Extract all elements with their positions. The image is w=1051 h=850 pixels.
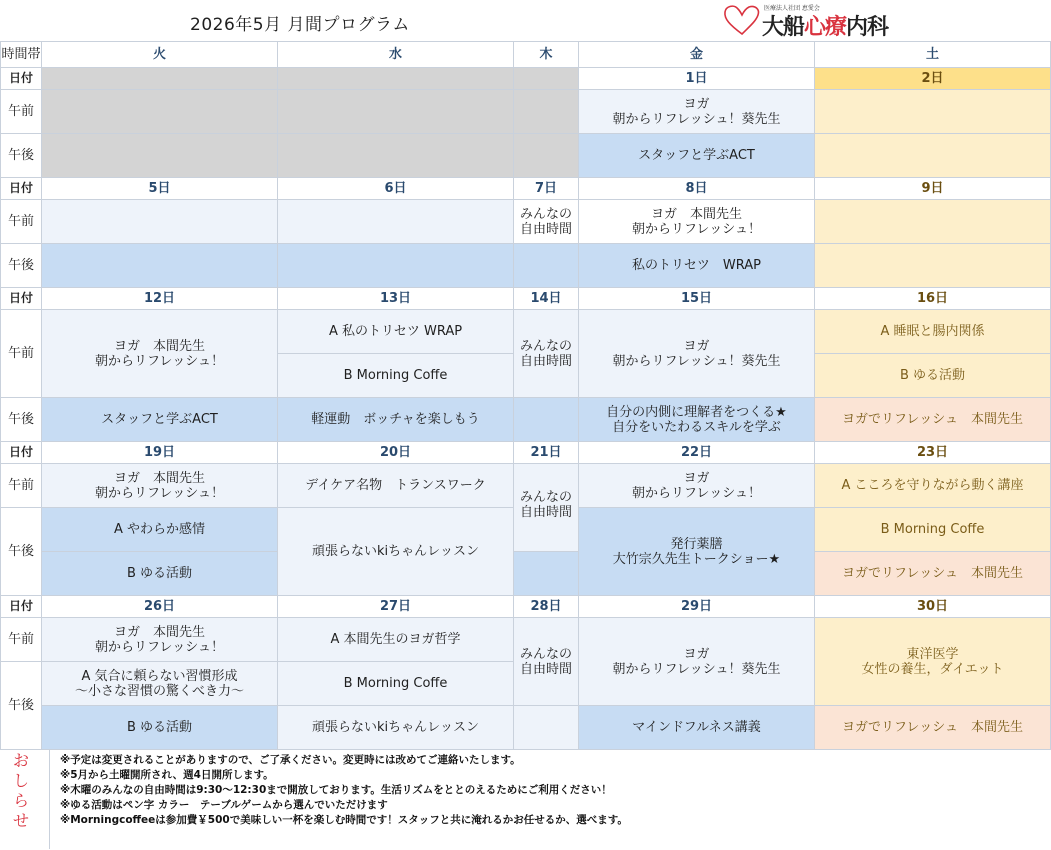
no-program-cell [278,200,514,244]
no-program-cell [278,244,514,288]
date-label: 日付 [1,68,42,90]
program-cell [42,618,278,662]
program-text: ヨガ 朝からリフレッシュ！葵先生 [612,646,781,677]
program-cell: B ゆる活動 [42,706,278,750]
no-program-cell [815,244,1051,288]
program-cell: 私のトリセツ WRAP [579,244,815,288]
no-program-cell [815,90,1051,134]
program-cell [579,618,815,706]
date-cell: 7日 [514,178,579,200]
date-cell: 20日 [278,442,514,464]
date-cell: 22日 [579,442,815,464]
program-cell [579,508,815,596]
empty-cell [278,68,514,90]
date-label: 日付 [1,288,42,310]
date-cell: 9日 [815,178,1051,200]
program-cell: B Morning Coffe [278,662,514,706]
date-cell: 27日 [278,596,514,618]
date-cell: 28日 [514,596,579,618]
program-cell [579,200,815,244]
program-text: みんなの 自由時間 [519,206,572,237]
empty-cell [42,134,278,178]
program-cell: 頑張らないkiちゃんレッスン [278,508,514,596]
program-cell: A こころを守りながら動く講座 [815,464,1051,508]
program-cell: B Morning Coffe [815,508,1051,552]
date-cell: 26日 [42,596,278,618]
program-cell: A 睡眠と腸内関係 [815,310,1051,354]
date-label: 日付 [1,596,42,618]
notice-divider [49,749,50,849]
clinic-org-name: 医療法人社団 恵愛会 [764,5,820,12]
program-cell: スタッフと学ぶACT [579,134,815,178]
empty-cell [42,68,278,90]
date-cell: 30日 [815,596,1051,618]
program-cell [42,662,278,706]
empty-cell [514,68,579,90]
date-label: 日付 [1,442,42,464]
day-header-wed: 水 [278,42,514,68]
notice-item: ※5月から土曜開所され、週4日開所します。 [60,769,274,781]
date-cell: 1日 [579,68,815,90]
program-cell: マインドフルネス講義 [579,706,815,750]
program-calendar [0,41,1051,750]
date-cell: 16日 [815,288,1051,310]
program-text: ヨガ 本間先生 朝からリフレッシュ！ [94,470,225,501]
program-text: ヨガ 朝からリフレッシュ！葵先生 [612,96,781,127]
date-cell: 19日 [42,442,278,464]
clinic-name-part: 心療 [804,15,847,40]
program-cell [579,90,815,134]
day-header-thu: 木 [514,42,579,68]
empty-cell [278,90,514,134]
page-title: 2026年5月 月間プログラム [190,15,410,35]
pm-label: 午後 [1,398,42,442]
program-text: ヨガ 本間先生 朝からリフレッシュ！ [94,624,225,655]
program-cell: 軽運動 ボッチャを楽しもう [278,398,514,442]
program-cell: スタッフと学ぶACT [42,398,278,442]
notice-label: お し ら せ [12,751,29,830]
day-header-tue: 火 [42,42,278,68]
am-label: 午前 [1,90,42,134]
notice-item: ※木曜のみんなの自由時間は9:30～12:30まで開放しております。生活リズムをととのえるためにご利用ください！ [60,784,612,796]
program-text: A 気合に頼らない習慣形成 ～小さな習慣の驚くべき力～ [74,668,244,699]
date-cell: 15日 [579,288,815,310]
program-cell: B Morning Coffe [278,354,514,398]
no-program-cell [514,244,579,288]
program-text: ヨガ 朝からリフレッシュ！葵先生 [612,338,781,369]
notice-section [0,749,1050,849]
empty-cell [514,134,579,178]
no-program-cell [815,134,1051,178]
date-cell: 6日 [278,178,514,200]
no-program-cell [514,552,579,596]
program-cell: ヨガでリフレッシュ 本間先生 [815,552,1051,596]
date-cell: 13日 [278,288,514,310]
program-text: 発行薬膳 大竹宗久先生トークショー★ [612,536,781,567]
heart-icon [722,3,762,37]
program-cell: ヨガでリフレッシュ 本間先生 [815,398,1051,442]
clinic-name [762,10,888,41]
program-cell: デイケア名物 トランスワーク [278,464,514,508]
empty-cell [42,90,278,134]
date-cell: 14日 [514,288,579,310]
pm-label: 午後 [1,244,42,288]
program-cell: A 私のトリセツ WRAP [278,310,514,354]
program-cell [514,464,579,552]
am-label: 午前 [1,464,42,508]
program-cell: A 本間先生のヨガ哲学 [278,618,514,662]
date-cell: 8日 [579,178,815,200]
time-slot-label: 時間帯 [1,42,42,68]
clinic-logo [722,2,922,38]
empty-cell [514,90,579,134]
program-cell [42,464,278,508]
notice-item: ※ゆる活動はペン字 カラー テーブルゲームから選んでいただけます [60,799,388,811]
program-cell [514,310,579,398]
no-program-cell [514,706,579,750]
no-program-cell [42,244,278,288]
date-label: 日付 [1,178,42,200]
notice-list [60,753,628,828]
date-cell: 21日 [514,442,579,464]
no-program-cell [514,398,579,442]
program-cell [815,618,1051,706]
program-cell [579,464,815,508]
program-text: みんなの 自由時間 [519,338,572,369]
program-text: ヨガ 本間先生 朝からリフレッシュ！ [631,206,762,237]
program-cell [42,310,278,398]
program-cell [579,310,815,398]
empty-cell [278,134,514,178]
date-cell: 23日 [815,442,1051,464]
pm-label: 午後 [1,662,42,750]
program-text: ヨガ 朝からリフレッシュ！ [631,470,762,501]
program-cell [514,200,579,244]
program-cell [579,398,815,442]
date-cell: 5日 [42,178,278,200]
day-header-sat: 土 [815,42,1051,68]
date-cell: 2日 [815,68,1051,90]
program-cell: B ゆる活動 [815,354,1051,398]
program-text: みんなの 自由時間 [519,646,572,677]
program-text: 東洋医学 女性の養生，ダイエット [861,646,1004,677]
am-label: 午前 [1,310,42,398]
day-header-fri: 金 [579,42,815,68]
clinic-name-part: 大船 [762,15,805,40]
program-text: ヨガ 本間先生 朝からリフレッシュ！ [94,338,225,369]
notice-item: ※Morningcoffeeは参加費￥500で美味しい一杯を楽しむ時間です！スタッフと共に淹れるかお任せるか、選べます。 [60,814,628,826]
notice-item: ※予定は変更されることがありますので、ご了承ください。変更時には改めてご連絡いたします。 [60,754,521,766]
program-text: 自分の内側に理解者をつくる★ 自分をいたわるスキルを学ぶ [606,404,787,435]
pm-label: 午後 [1,134,42,178]
am-label: 午前 [1,200,42,244]
program-cell: A やわらか感情 [42,508,278,552]
program-cell: B ゆる活動 [42,552,278,596]
program-text: みんなの 自由時間 [519,490,572,520]
no-program-cell [42,200,278,244]
program-cell: ヨガでリフレッシュ 本間先生 [815,706,1051,750]
program-cell: 頑張らないkiちゃんレッスン [278,706,514,750]
program-cell [514,618,579,706]
pm-label: 午後 [1,508,42,596]
date-cell: 29日 [579,596,815,618]
am-label: 午前 [1,618,42,662]
no-program-cell [815,200,1051,244]
clinic-name-part: 内科 [846,15,889,40]
date-cell: 12日 [42,288,278,310]
